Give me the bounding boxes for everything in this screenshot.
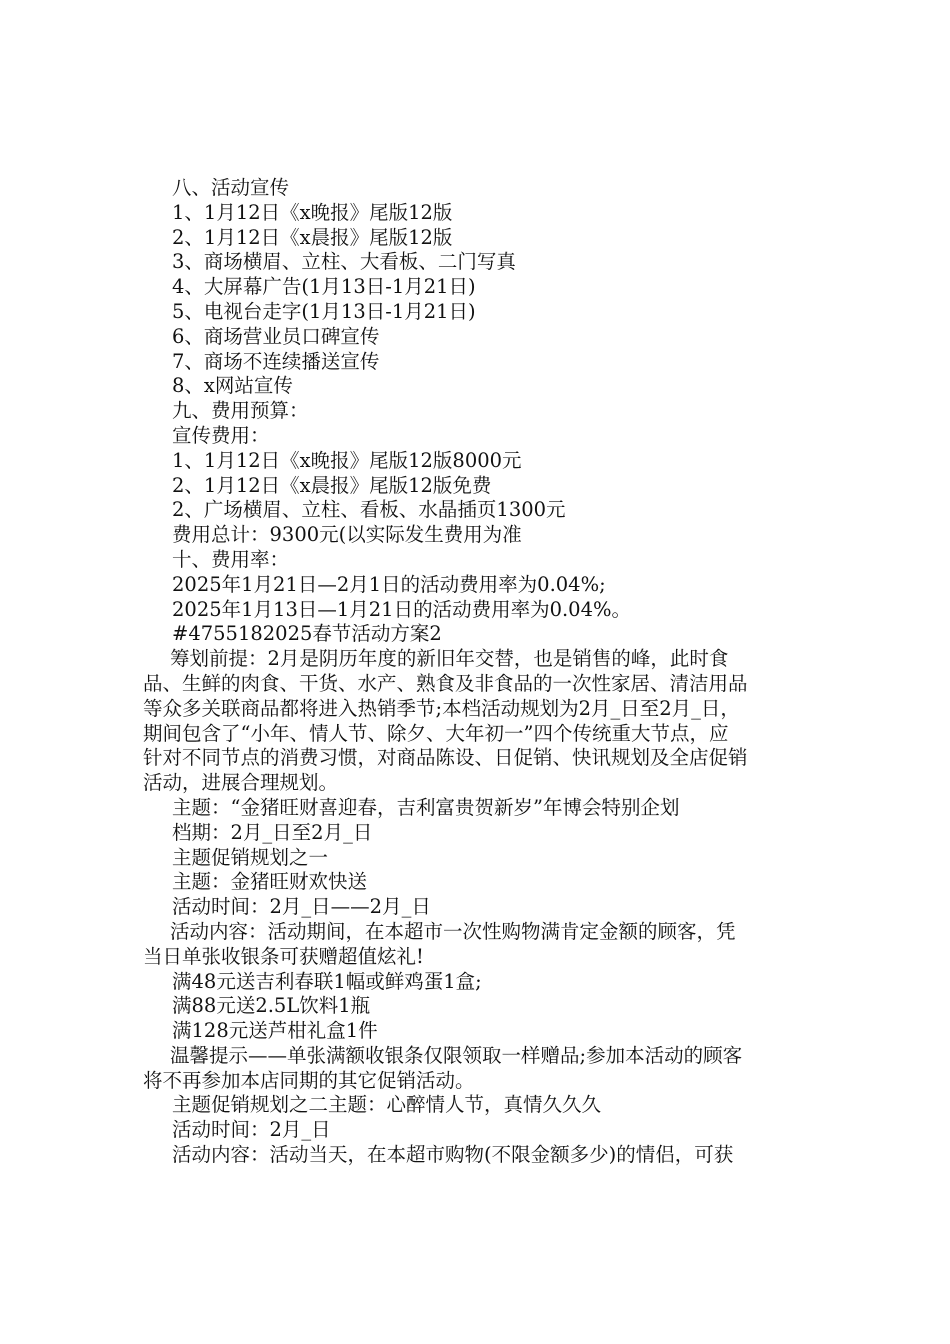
paragraph-line: 期间包含了“小年、情人节、除夕、大年初一”四个传统重大节点，应 [143, 721, 729, 745]
section-heading: 九、费用预算： [172, 399, 309, 423]
list-item: 2025年1月13日—1月21日的活动费用率为0.04%。 [172, 597, 632, 621]
plan-title: #4755182025春节活动方案2 [172, 622, 442, 646]
promo-content: 活动内容：活动当天，在本超市购物(不限金额多少)的情侣，可获 [172, 1143, 734, 1167]
list-item: 1、1月12日《x晚报》尾版12版 [172, 200, 453, 224]
paragraph-line: 活动内容：活动期间，在本超市一次性购物满肯定金额的顾客，凭 [170, 919, 736, 943]
list-item: 2、广场横眉、立柱、看板、水晶插页1300元 [172, 498, 566, 522]
theme-line: 主题：“金猪旺财喜迎春，吉利富贵贺新岁”年博会特别企划 [172, 795, 680, 819]
promo-content-paragraph [143, 919, 832, 970]
section-heading: 十、费用率： [172, 547, 290, 571]
paragraph-line: 当日单张收银条可获赠超值炫礼! [143, 944, 424, 968]
gift-item: 满128元送芦柑礼盒1件 [172, 1019, 378, 1043]
premise-paragraph [143, 647, 832, 796]
schedule-line: 档期：2月_日至2月_日 [172, 820, 373, 844]
list-item: 1、1月12日《x晚报》尾版12版8000元 [172, 448, 522, 472]
list-item: 6、商场营业员口碑宣传 [172, 324, 380, 348]
list-item: 2、1月12日《x晨报》尾版12版免费 [172, 473, 492, 497]
tip-paragraph [143, 1043, 832, 1094]
paragraph-line: 等众多关联商品都将进入热销季节;本档活动规划为2月_日至2月_日， [143, 696, 740, 720]
list-item: 2、1月12日《x晨报》尾版12版 [172, 225, 453, 249]
promo-theme: 主题：金猪旺财欢快送 [172, 870, 368, 894]
promo-heading: 主题促销规划之一 [172, 845, 329, 869]
list-item: 8、x网站宣传 [172, 374, 293, 398]
promo-time: 活动时间：2月_日——2月_日 [172, 895, 431, 919]
list-item: 4、大屏幕广告(1月13日-1月21日) [172, 275, 476, 299]
list-item: 5、电视台走字(1月13日-1月21日) [172, 299, 476, 323]
promo-heading: 主题促销规划之二主题：心醉情人节，真情久久久 [172, 1093, 602, 1117]
paragraph-line: 品、生鲜的肉食、干货、水产、熟食及非食品的一次性家居、清洁用品 [143, 671, 748, 695]
gift-item: 满48元送吉利春联1幅或鲜鸡蛋1盒; [172, 969, 482, 993]
subheading: 宣传费用： [172, 423, 270, 447]
list-item: 2025年1月21日—2月1日的活动费用率为0.04%; [172, 572, 606, 596]
list-item: 3、商场横眉、立柱、大看板、二门写真 [172, 250, 516, 274]
cost-total: 费用总计：9300元(以实际发生费用为准 [172, 523, 522, 547]
promo-time: 活动时间：2月_日 [172, 1118, 331, 1142]
paragraph-line: 将不再参加本店同期的其它促销活动。 [143, 1068, 475, 1092]
section-heading: 八、活动宣传 [172, 176, 290, 199]
list-item: 7、商场不连续播送宣传 [172, 349, 380, 373]
paragraph-line: 活动，进展合理规划。 [143, 771, 339, 795]
document-body [143, 176, 832, 1168]
gift-item: 满88元送2.5L饮料1瓶 [172, 994, 371, 1018]
paragraph-line: 温馨提示——单张满额收银条仅限领取一样赠品;参加本活动的顾客 [170, 1043, 743, 1067]
paragraph-line: 针对不同节点的消费习惯，对商品陈设、日促销、快讯规划及全店促销 [143, 746, 748, 770]
paragraph-line: 筹划前提：2月是阴历年度的新旧年交替，也是销售的峰，此时食 [170, 647, 729, 671]
